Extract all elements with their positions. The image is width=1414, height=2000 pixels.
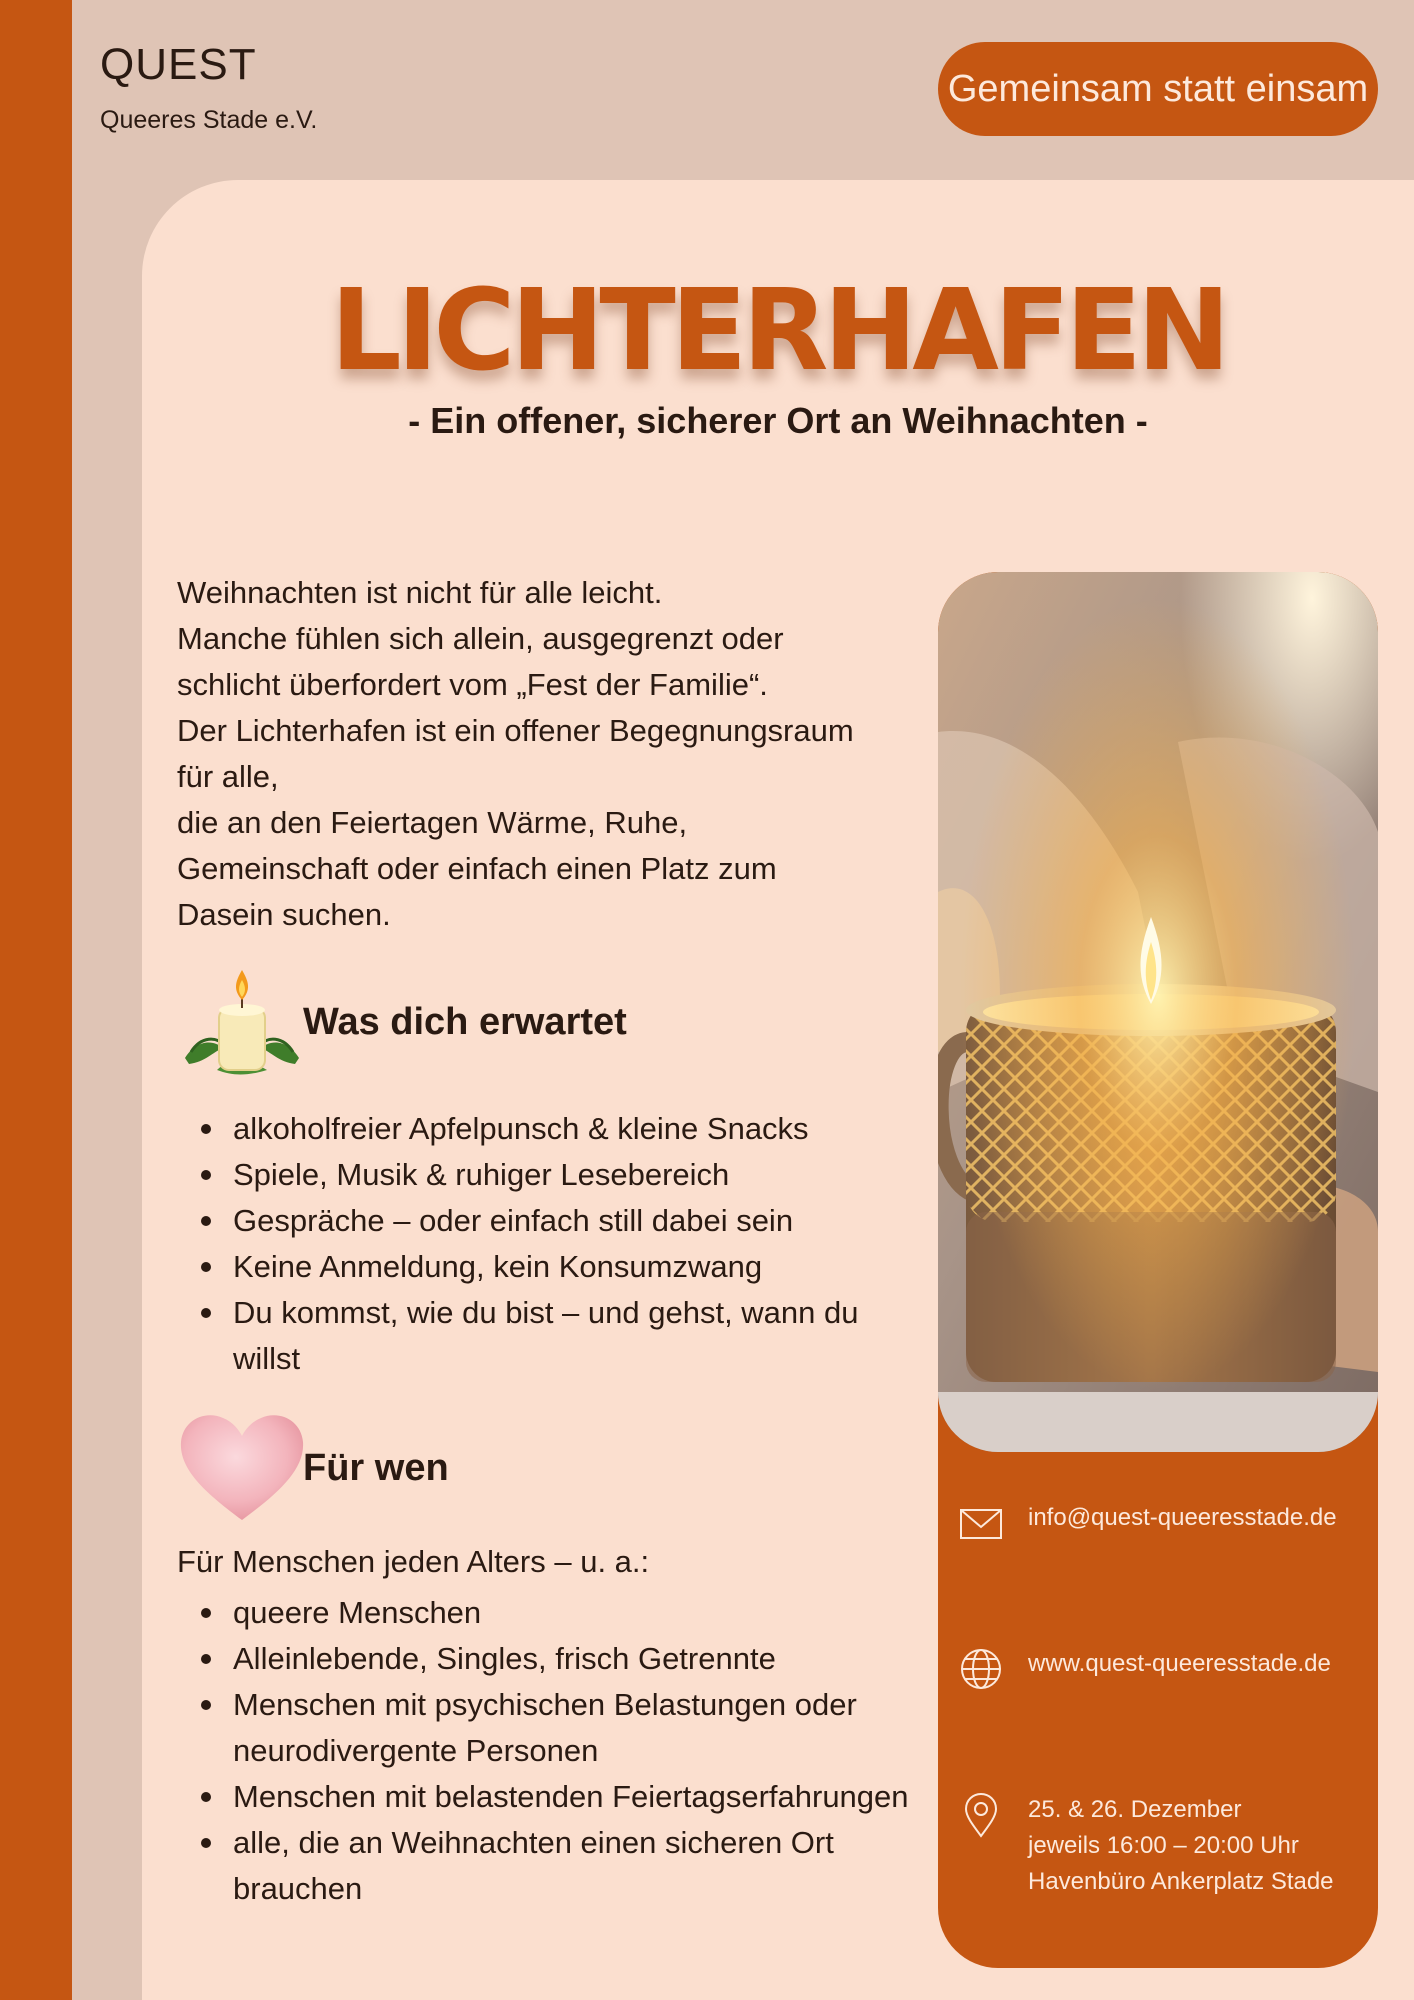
intro-line: schlicht überfordert vom „Fest der Familie“. — [177, 667, 768, 702]
intro-line: Der Lichterhafen ist ein offener Begegnungsraum — [177, 713, 854, 748]
candle-icon — [177, 962, 307, 1082]
intro-line: Dasein suchen. — [177, 897, 391, 932]
list-item: Menschen mit belastenden Feiertagserfahrungen — [177, 1774, 917, 1820]
event-dates: 25. & 26. Dezember — [1028, 1796, 1242, 1823]
email-text: info@quest-queeresstade.de — [1028, 1504, 1337, 1531]
intro-line: für alle, — [177, 759, 279, 794]
intro-text — [177, 570, 917, 938]
contact-website[interactable] — [958, 1646, 1331, 1692]
list-item: Spiele, Musik & ruhiger Lesebereich — [177, 1152, 917, 1198]
list-item: Menschen mit psychischen Belastungen oder neurodivergente Personen — [177, 1682, 917, 1774]
audience-lead: Für Menschen jeden Alters – u. a.: — [177, 1544, 650, 1579]
audience-section-header — [177, 1408, 449, 1528]
side-stripe — [0, 0, 72, 2000]
location-pin-icon — [958, 1792, 1004, 1838]
list-item: Du kommst, wie du bist – und gehst, wann du willst — [177, 1290, 917, 1382]
event-time: jeweils 16:00 – 20:00 Uhr — [1028, 1832, 1299, 1859]
intro-line: Weihnachten ist nicht für alle leicht. — [177, 575, 663, 610]
website-text: www.quest-queeresstade.de — [1028, 1650, 1331, 1677]
org-subtitle: Queeres Stade e.V. — [100, 106, 318, 134]
contact-event-info — [958, 1792, 1334, 1900]
info-card — [938, 572, 1378, 1968]
intro-line: Gemeinschaft oder einfach einen Platz zum — [177, 851, 777, 886]
list-item: Gespräche – oder einfach still dabei sein — [177, 1198, 917, 1244]
list-item: Alleinlebende, Singles, frisch Getrennte — [177, 1636, 917, 1682]
expect-list — [177, 1106, 917, 1382]
event-location: Havenbüro Ankerplatz Stade — [1028, 1868, 1334, 1895]
org-name: QUEST — [100, 40, 257, 89]
contact-email[interactable] — [958, 1500, 1337, 1546]
audience-list — [177, 1590, 917, 1912]
page-title: LICHTERHAFEN — [330, 266, 1226, 396]
list-item: queere Menschen — [177, 1590, 917, 1636]
intro-line: Manche fühlen sich allein, ausgegrenzt oder — [177, 621, 784, 656]
audience-heading: Für wen — [303, 1446, 449, 1489]
globe-icon — [958, 1646, 1004, 1692]
expect-heading: Was dich erwartet — [303, 1000, 627, 1043]
list-item: alkoholfreier Apfelpunsch & kleine Snacks — [177, 1106, 917, 1152]
heart-icon — [177, 1408, 307, 1528]
motto-badge: Gemeinsam statt einsam — [938, 42, 1378, 136]
intro-line: die an den Feiertagen Wärme, Ruhe, — [177, 805, 688, 840]
list-item: Keine Anmeldung, kein Konsumzwang — [177, 1244, 917, 1290]
list-item: alle, die an Weihnachten einen sicheren Ort brauchen — [177, 1820, 917, 1912]
mail-icon — [958, 1500, 1004, 1546]
page-subtitle: - Ein offener, sicherer Ort an Weihnachten - — [408, 400, 1148, 441]
expect-section-header — [177, 962, 627, 1082]
candle-photo — [938, 572, 1378, 1452]
